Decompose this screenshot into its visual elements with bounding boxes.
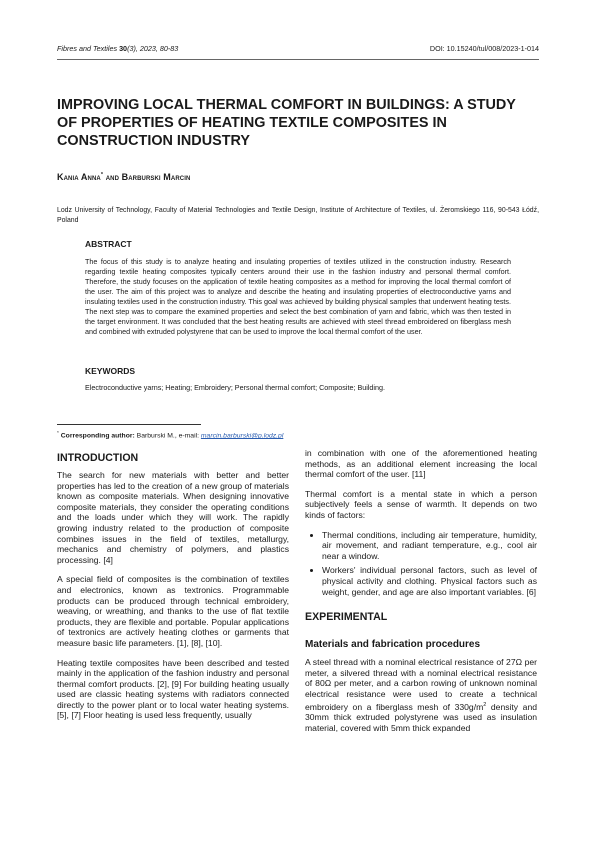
doi-link[interactable]: DOI: 10.15240/tul/008/2023-1-014: [429, 44, 539, 53]
journal-name: Fibres and Textiles: [57, 44, 118, 53]
list-item: • Thermal conditions, including air temperature, humidity, air movement, and radiant temperature, e.g., cool air near a window.: [322, 530, 537, 562]
factor-list: [305, 530, 537, 598]
affiliation: Lodz University of Technology, Faculty of Material Technologies and Textile Design, Institute of Architecture of Textiles, ul. Żeromskiego 116, 90-543 Łódź, Poland: [57, 207, 539, 224]
materials-subheading: Materials and fabrication procedures: [305, 639, 481, 651]
corresponding-author-footnote: [57, 429, 539, 441]
author-name: Barburski Marcin: [121, 172, 191, 182]
author-name: Kania Anna: [57, 172, 101, 182]
left-column: [57, 448, 289, 730]
right-column: [305, 448, 537, 742]
author-line: [57, 172, 539, 182]
list-item: • Workers' individual personal factors, such as level of physical activity and clothing. Physical factors such as weight, gender, and age are also important variables. [6]: [322, 565, 537, 597]
experimental-heading: EXPERIMENTAL: [305, 611, 388, 624]
paragraph: Thermal comfort is a mental state in which a person subjectively feels a sense of warmth. It depends on two kinds of factors:: [305, 488, 537, 520]
abstract-section: [85, 239, 511, 337]
email-link[interactable]: marcin.barburski@p.lodz.pl: [200, 432, 284, 440]
footnote-name: Barburski M., e-mail:: [136, 432, 199, 440]
journal-citation: [57, 44, 178, 53]
header-divider: [57, 59, 539, 60]
keywords-text: Electroconductive yarns; Heating; Embroidery; Personal thermal comfort; Composite; Building.: [85, 383, 386, 392]
footnote-label: Corresponding author:: [60, 432, 135, 440]
footnote-divider: [57, 424, 201, 425]
paragraph: A special field of composites is the combination of textiles and electronics, known as textronics. Programmable products can be produced through technical embroidery, weaving, or wreathing, and thanks to the use of flat textile products, they are flexible and portable. Popular applications of textronics are actively heating clothes or garments that measure basic life parameters. [1], [8], [10].: [57, 574, 289, 648]
keywords-heading: KEYWORDS: [85, 366, 136, 376]
running-header: [57, 44, 539, 56]
text-run: density and 30mm thick extruded polystyrene was used as insulation material, covered with 5mm thick expanded: [305, 701, 537, 733]
paragraph: Heating textile composites have been described and tested mainly in the application of the fashion industry and personal thermal comfort products. [2], [9] For building heating usually used are classic heating systems with radiators connected directly to the power plant or to local water heating systems. [5], [7] Floor heating is used less frequently, usually: [57, 657, 289, 721]
introduction-heading: INTRODUCTION: [57, 452, 139, 464]
abstract-text: The focus of this study is to analyze heating and insulating properties of textiles utilized in the construction industry. Research regarding textile heating composites typically centers around their use in the fashion industry and personal thermal comfort. Therefore, the study focuses on the application of textile heating composites as a method for improving the local thermal comfort of the user. The aim of this project was to analyze and describe the heating and insulating properties of electroconductive yarns and insulating textiles used in the construction industry. This goal was achieved by building physical samples that underwent heating tests. The next step was to compare the examined properties and select the best combination of yarn and fabric, which was then tested in the target environment. It was concluded that the best heating results are achieved with steel thread embroidered on fiberglass mesh and combined with extruded polystyrene that can be used to improve the local thermal comfort of the user.: [85, 257, 511, 336]
paragraph: [305, 657, 537, 733]
corresponding-author-mark: *: [100, 172, 104, 178]
abstract-heading: ABSTRACT: [85, 239, 132, 249]
journal-issue-pages: (3), 2023, 80-83: [127, 44, 179, 53]
paper-title: IMPROVING LOCAL THERMAL COMFORT IN BUILDINGS: A STUDY OF PROPERTIES OF HEATING TEXTILE COMPOSITES IN CONSTRUCTION INDUSTRY: [57, 97, 516, 150]
footnote-mark: *: [57, 431, 59, 436]
paragraph: in combination with one of the aforementioned heating methods, as an additional element increasing the local thermal comfort of the user. [11]: [305, 448, 537, 480]
journal-volume: 30: [119, 44, 128, 53]
text-run: A steel thread with a nominal electrical resistance of 27Ω per meter, a silvered thread with a nominal electrical resistance of 80Ω per meter, and a carbon rowing of unknown nominal electrical resistance were used to create a technical embroidery on a fiberglass mesh of 330g/m: [305, 657, 537, 712]
superscript: 2: [483, 701, 487, 708]
author-connector: and: [105, 172, 120, 182]
paragraph: The search for new materials with better and better properties has led to the creation of a new group of materials known as composite materials. When designing innovative composite materials, they consider the operating conditions and the loads under which they will work. The rapidly growing industry related to the production of composite combines issues in the field of textiles, metallurgy, mechanics and chemistry of polymers, and plastics processing. [4]: [57, 470, 289, 565]
